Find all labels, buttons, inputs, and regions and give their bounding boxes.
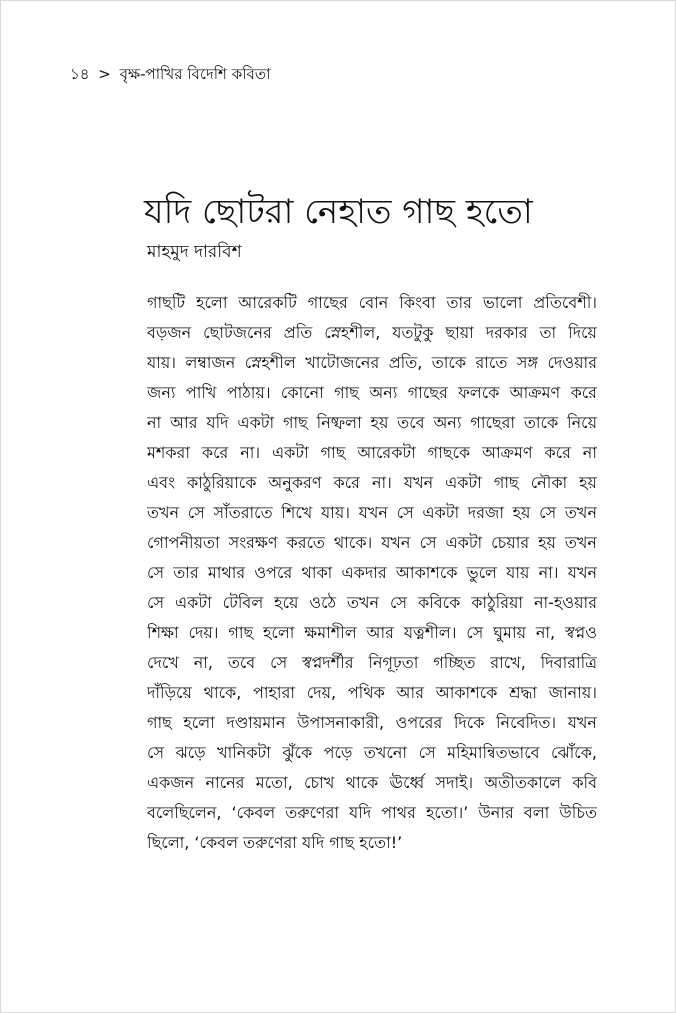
poem-line: সে তার মাথার ওপরে থাকা একদার আকাশকে ভুলে যায় না। যখন bbox=[147, 563, 597, 582]
page-number: ১৪ bbox=[70, 65, 90, 83]
poem-line: বলেছিলেন, ‘কেবল তরুণেরা যদি পাথর হতো।’ উনার বলা উচিত bbox=[147, 803, 597, 822]
poem-title: যদি ছোটরা নেহাত গাছ হতো bbox=[144, 192, 533, 232]
poem-line: বড়জন ছোটজনের প্রতি স্নেহশীল, যতটুকু ছায়া দরকার তা দিয়ে bbox=[147, 323, 597, 342]
poem-line: দাঁড়িয়ে থাকে, পাহারা দেয়, পথিক আর আকাশকে শ্রদ্ধা জানায়। bbox=[147, 683, 597, 702]
poem-line: গোপনীয়তা সংরক্ষণ করতে থাকে। যখন সে একটা চেয়ার হয় তখন bbox=[147, 533, 597, 552]
poem-line: শিক্ষা দেয়। গাছ হলো ক্ষমাশীল আর যত্নশীল। সে ঘুমায় না, স্বপ্নও bbox=[147, 623, 597, 642]
poem-line: না আর যদি একটা গাছ নিষ্ফলা হয় তবে অন্য গাছেরা তাকে নিয়ে bbox=[147, 413, 597, 432]
header-separator: > bbox=[98, 65, 111, 83]
poem-line: গাছ হলো দণ্ডায়মান উপাসনাকারী, ওপরের দিকে নিবেদিত। যখন bbox=[147, 713, 597, 732]
poem-line: জন্য পাখি পাঠায়। কোনো গাছ অন্য গাছের ফলকে আক্রমণ করে bbox=[147, 383, 597, 402]
poem-author: মাহমুদ দারবিশ bbox=[147, 242, 242, 262]
poem-line: এবং কাঠুরিয়াকে অনুকরণ করে না। যখন একটা গাছ নৌকা হয় bbox=[147, 473, 597, 492]
book-title: বৃক্ষ-পাখির বিদেশি কবিতা bbox=[119, 65, 271, 83]
running-header bbox=[70, 64, 270, 84]
poem-line: গাছটি হলো আরেকটি গাছের বোন কিংবা তার ভালো প্রতিবেশী। bbox=[147, 293, 597, 312]
poem-line: সে একটা টেবিল হয়ে ওঠে তখন সে কবিকে কাঠুরিয়া না-হওয়ার bbox=[147, 593, 597, 612]
poem-line: মশকরা করে না। একটা গাছ আরেকটা গাছকে আক্রমণ করে না bbox=[147, 443, 597, 462]
poem-line: ছিলো, ‘কেবল তরুণেরা যদি গাছ হতো!’ bbox=[147, 833, 403, 852]
poem-line: তখন সে সাঁতরাতে শিখে যায়। যখন সে একটা দরজা হয় সে তখন bbox=[147, 503, 597, 522]
poem-line: দেখে না, তবে সে স্বপ্নদর্শীর নিগূঢ়তা গচ্ছিত রাখে, দিবারাত্রি bbox=[147, 653, 597, 672]
poem-line: সে ঝড়ে খানিকটা ঝুঁকে পড়ে তখনো সে মহিমান্বিতভাবে ঝোঁকে, bbox=[147, 743, 597, 762]
poem-line: যায়। লম্বাজন স্নেহশীল খাটোজনের প্রতি, তাকে রাতে সঙ্গ দেওয়ার bbox=[147, 353, 597, 372]
poem-body bbox=[147, 288, 597, 858]
poem-line: একজন নানের মতো, চোখ থাকে ঊর্ধ্বে সদাই। অতীতকালে কবি bbox=[147, 773, 597, 792]
